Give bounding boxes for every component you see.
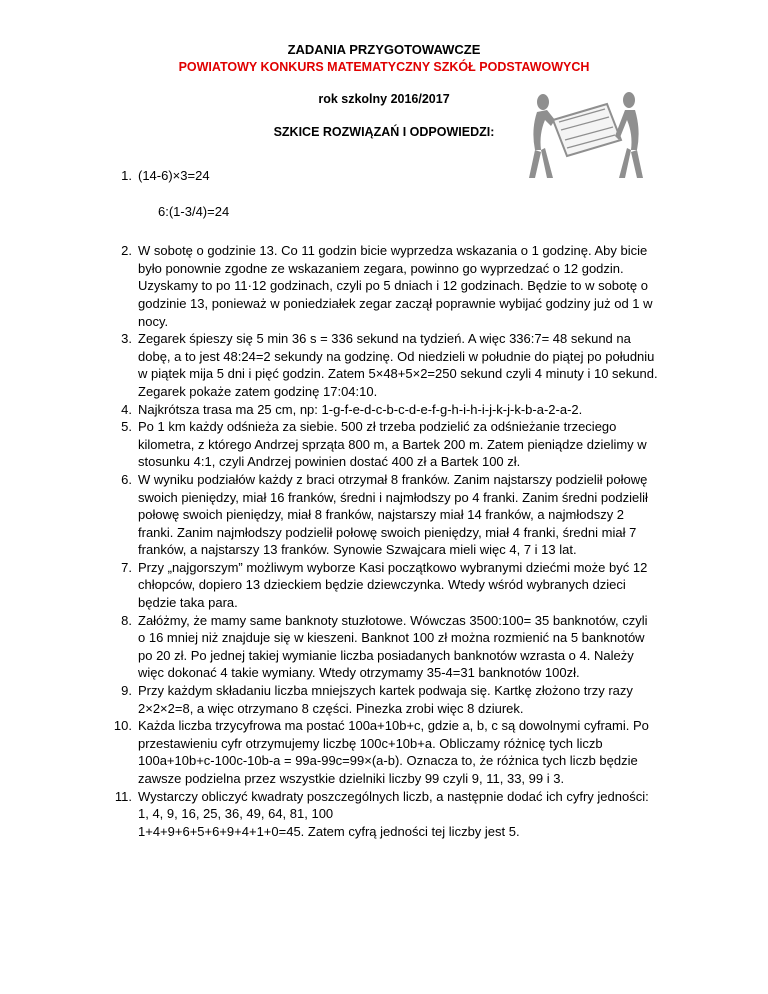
item-number: 6.: [121, 471, 132, 487]
item-text: Zegarek śpieszy się 5 min 36 s = 336 sekund na tydzień. A więc 336:7= 48 sekund na dobę, a to jest 48:24=2 sekundy na godzinę. Od niedzieli w południe do piątej po południu w piątek mija 5 dni i pięć godzin. Zatem 5×48+5×2=250 sekund czyli 4 minuty i 10 sekund. Zegarek pokaże zatem godzinę 17:04:10.: [138, 331, 658, 399]
section-heading: SZKICE ROZWIĄZAŃ I ODPOWIEDZI:: [273, 125, 495, 139]
list-item: [113, 717, 658, 787]
document-title: ZADANIA PRZYGOTOWAWCZE: [287, 42, 481, 57]
item-text: Przy „najgorszym” możliwym wyborze Kasi początkowo wybranymi dziećmi może być 12 chłopców, dopiero 13 dzieckiem będzie dziewczynka. Wtedy wśród wybranych dzieci będzie taka para.: [138, 559, 648, 611]
item-text: Wystarczy obliczyć kwadraty poszczególnych liczb, a następnie dodać ich cyfry jedności: 1, 4, 9, 16, 25, 36, 49, 64, 81, 100: [138, 788, 649, 822]
item-text: W sobotę o godzinie 13. Co 11 godzin bicie wyprzedza wskazania o 1 godzinę. Aby bicie było ponownie zgodne ze wskazaniem zegara, powinno go wyprzedzać o 12 godzin. Uzyskamy to po 11·12 godzinach, czyli po 5 dniach i 12 godzinach. Będzie to w sobotę o godzinie 13, ponieważ w poniedziałek zegar zaczął poprawnie wybijać godziny już od 1 w nocy.: [138, 243, 653, 329]
item-text: Po 1 km każdy odśnieża za siebie. 500 zł trzeba podzielić za odśnieżanie trzeciego kilometra, z którego Andrzej sprząta 800 m, a Bartek 200 m. Zatem pieniądze dzielimy w stosunku 4:1, czyli Andrzej powinien dostać 400 zł a Bartek 100 zł.: [138, 419, 647, 470]
school-year: rok szkolny 2016/2017: [318, 92, 450, 106]
item-number: 4.: [121, 401, 132, 417]
list-item: [118, 167, 658, 185]
list-item: [118, 418, 658, 471]
item-number: 5.: [121, 419, 132, 435]
item-text: W wyniku podziałów każdy z braci otrzymał 8 franków. Zanim najstarszy podzielił połowę swoich pieniędzy, miał 16 franków, średni i najmłodszy po 4 franki. Zanim średni podzielił połowę swoich pieniędzy, miał 8 franków, najstarszy miał 14 franków, a najmłodszy 2 franki. Zanim najmłodszy podzielił połowę swoich pieniędzy, miał 4 franki, średni miał 7 franków, a najstarszy 13 franków. Synowie Szwajcara mieli więc 4, 7 i 13 lat.: [138, 471, 648, 558]
item-text: Załóżmy, że mamy same banknoty stuzłotowe. Wówczas 3500:100= 35 banknotów, czyli o 16 mniej niż znajduje się w kieszeni. Banknot 100 zł można rozmienić na 5 banknotów po 20 zł. Po jednej takiej wymianie liczba posiadanych banknotów wzrasta o 4. Należy więc dokonać 4 takie wymiany. Wtedy otrzymamy 35-4=31 banknotów 100zł.: [138, 612, 648, 681]
item-number: 3.: [121, 331, 132, 347]
list-item: [118, 559, 658, 612]
item-number: 9.: [121, 683, 132, 699]
list-item: [118, 242, 658, 330]
item-text: Najkrótsza trasa ma 25 cm, np: 1-g-f-e-d-c-b-c-d-e-f-g-h-i-h-i-j-k-j-k-b-a-2-a-2.: [138, 401, 583, 417]
item-number: 1.: [121, 168, 132, 183]
contest-name: POWIATOWY KONKURS MATEMATYCZNY SZKÓŁ PODSTAWOWYCH: [178, 60, 590, 74]
list-item: [118, 682, 658, 717]
item-text: 1+4+9+6+5+6+9+4+1+0=45. Zatem cyfrą jedności tej liczby jest 5.: [138, 823, 520, 839]
list-item: [118, 330, 658, 400]
item-number: 8.: [121, 612, 132, 628]
list-item: [118, 471, 658, 559]
list-item: [118, 401, 658, 419]
item-text: (14-6)×3=24: [138, 168, 210, 183]
list-item-extra: [118, 203, 658, 221]
list-item: [114, 788, 658, 841]
item-number: 7.: [121, 559, 132, 575]
item-number: 2.: [121, 243, 132, 259]
item-text: 6:(1-3/4)=24: [158, 203, 230, 219]
item-number: 10.: [113, 718, 132, 734]
item-number: 11.: [114, 788, 132, 804]
item-text: Przy każdym składaniu liczba mniejszych kartek podwaja się. Kartkę złożono trzy razy 2×2×2=8, a więc otrzymano 8 części. Pinezka zrobi więc 8 dziurek.: [138, 683, 633, 716]
list-item: [118, 612, 658, 682]
item-text: Każda liczba trzycyfrowa ma postać 100a+10b+c, gdzie a, b, c są dowolnymi cyframi. Po przestawieniu cyfr otrzymujemy liczbę 100c+10b+a. Obliczamy różnicę tych liczb 100a+10b+c-100c-10b-a = 99a-99c=99×(a-b). Oznacza to, że różnica tych liczb będzie zawsze podzielna przez wszystkie dzielniki liczby 99 czyli 9, 11, 33, 99 i 3.: [138, 718, 649, 786]
answers-list: [113, 167, 658, 840]
